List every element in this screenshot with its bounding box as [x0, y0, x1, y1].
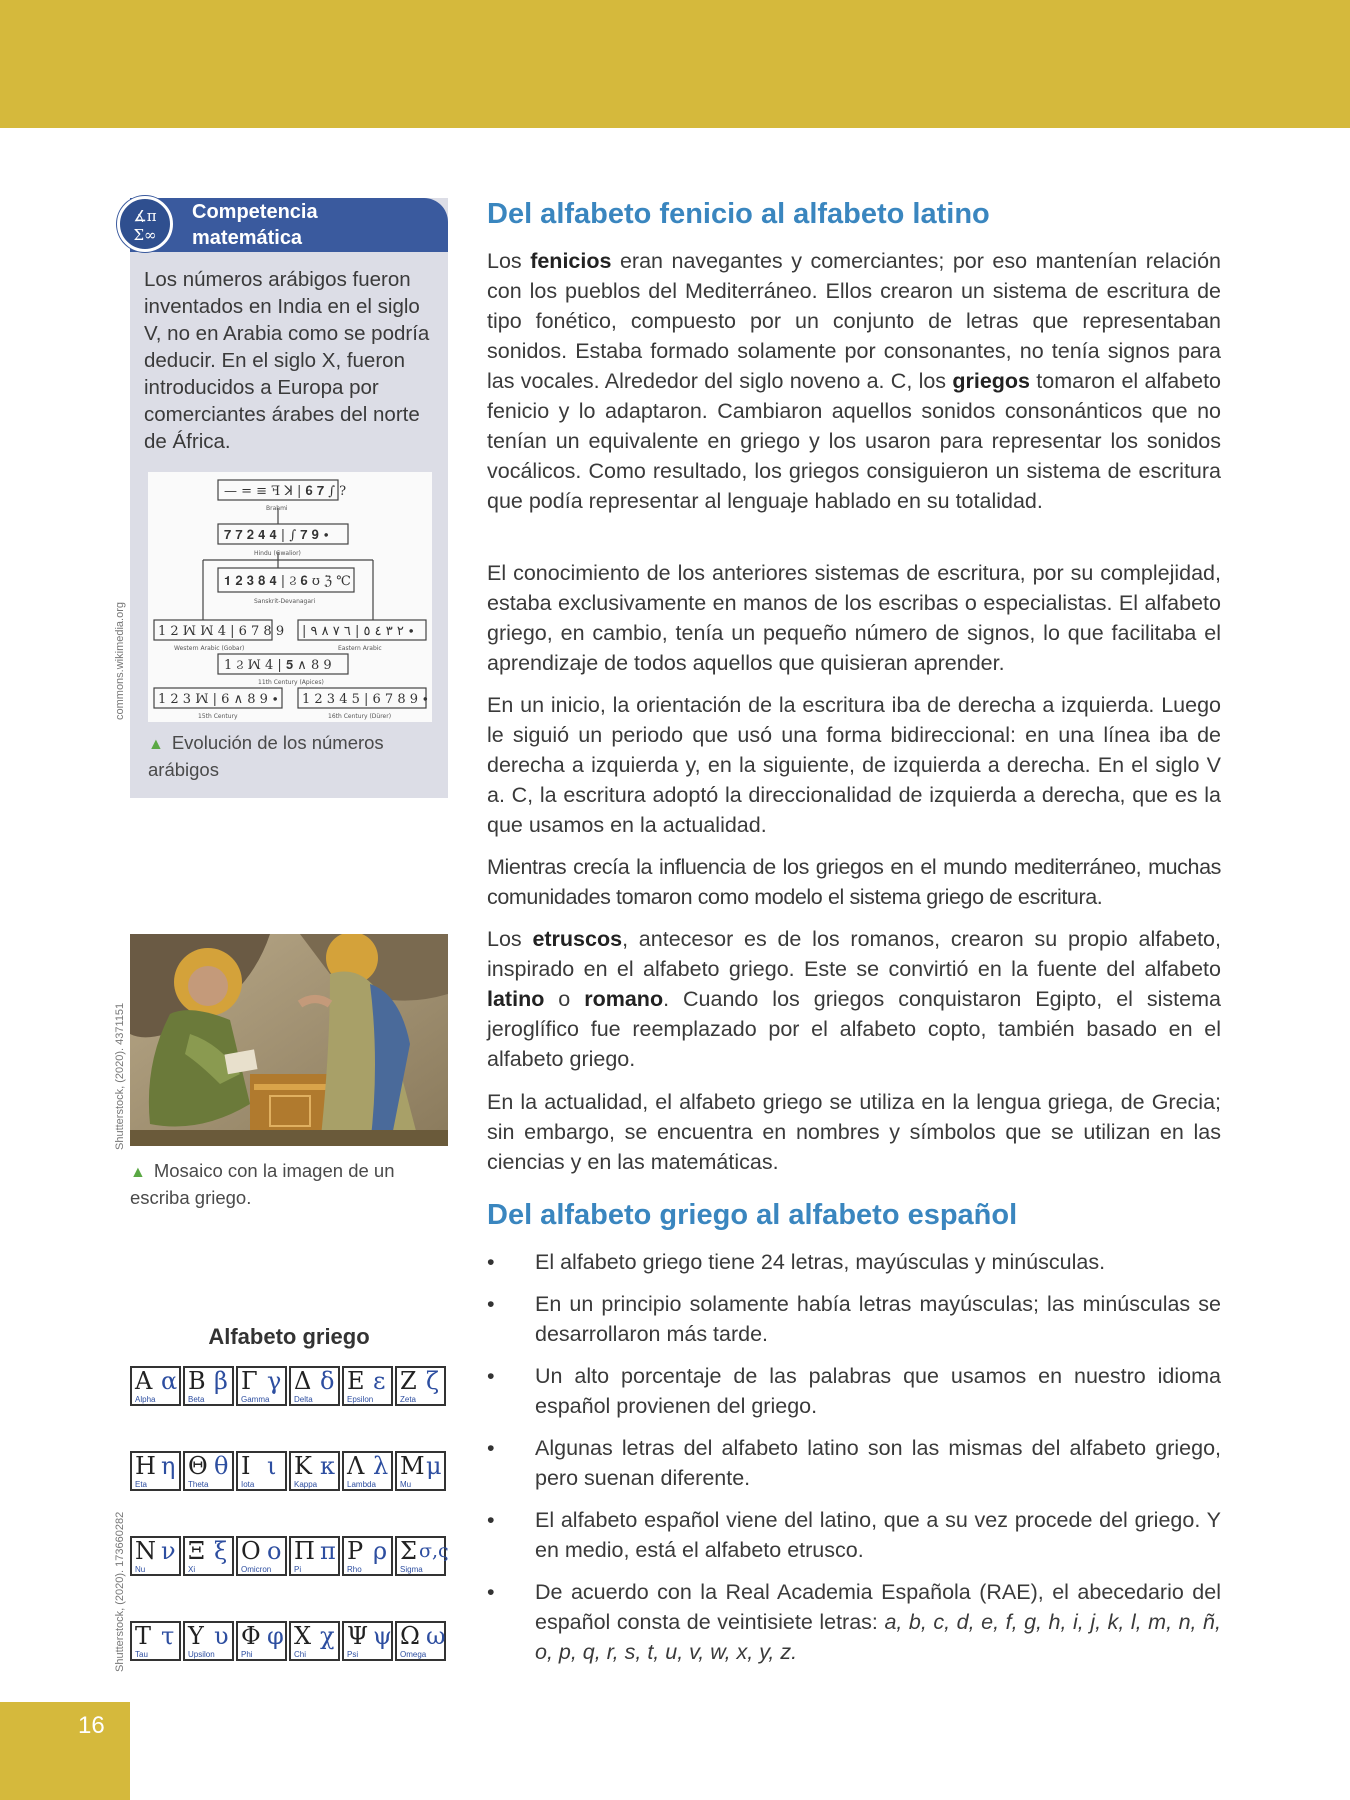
- greek-letter-nu: [130, 1536, 181, 1576]
- lowercase-letter: τ: [161, 1622, 175, 1650]
- lowercase-letter: β: [214, 1367, 228, 1395]
- competencia-title: [192, 199, 432, 251]
- figure-label: Western Arabic (Gobar): [174, 645, 245, 652]
- greek-letter-phi: [236, 1621, 287, 1661]
- uppercase-letter: Β: [188, 1367, 206, 1395]
- greek-letter-beta: [183, 1366, 234, 1406]
- greek-letter-omega: [395, 1621, 446, 1661]
- letter-name: Delta: [294, 1395, 313, 1404]
- uppercase-letter: Θ: [188, 1452, 208, 1480]
- greek-alphabet-credit: Shutterstock, (2020). 173660282: [114, 1511, 126, 1672]
- text-run: Algunas letras del alfabeto latino son las mismas del alfabeto griego, pero suenan diferente.: [535, 1436, 1221, 1490]
- lowercase-letter: μ: [426, 1452, 442, 1480]
- greek-row: [130, 1536, 450, 1576]
- letter-name: Beta: [188, 1395, 205, 1404]
- uppercase-letter: Μ: [400, 1452, 425, 1480]
- letter-name: Tau: [135, 1650, 148, 1659]
- numbers-caption-text: Evolución de los números arábigos: [148, 732, 384, 780]
- greek-letter-upsilon: [183, 1621, 234, 1661]
- lowercase-letter: π: [320, 1537, 336, 1565]
- uppercase-letter: Ρ: [347, 1537, 364, 1565]
- text-run: eran navegantes y comerciantes; por eso mantenían relación con los pueblos del Mediterráneo. Ellos crearon un sistema de escritura de tipo fonético, compuesto por un conjunto de letras que representaban sonidos. Estaba formado solamente por consonantes, no tenía signos para las vocales. Alrededor del siglo noveno a. C, los: [487, 249, 1222, 393]
- lowercase-letter: κ: [320, 1452, 335, 1480]
- letter-name: Omicron: [241, 1565, 272, 1574]
- greek-letter-lambda: [342, 1451, 393, 1491]
- mosaic-credit: Shutterstock, (2020). 4371151: [114, 1002, 126, 1150]
- letter-name: Upsilon: [188, 1650, 215, 1659]
- letter-name: Sigma: [400, 1565, 423, 1574]
- svg-text:— = ≡ ꟻ ꓘ | 𝟔 𝟕 ∫ ?: — = ≡ ꟻ ꓘ | 𝟔 𝟕 ∫ ?: [224, 484, 347, 499]
- greek-letter-rho: [342, 1536, 393, 1576]
- paragraph: [487, 924, 1221, 1074]
- letter-name: Iota: [241, 1480, 255, 1489]
- uppercase-letter: Ι: [241, 1452, 251, 1480]
- uppercase-letter: Γ: [241, 1367, 258, 1395]
- bullet-item: [487, 1433, 1221, 1493]
- bullet-item: [487, 1577, 1221, 1667]
- uppercase-letter: Α: [135, 1367, 153, 1395]
- bullet-item: [487, 1247, 1221, 1277]
- lowercase-letter: σ,ς: [419, 1540, 449, 1562]
- greek-letter-mu: [395, 1451, 446, 1491]
- uppercase-letter: Κ: [294, 1452, 312, 1480]
- bullet-item: [487, 1505, 1221, 1565]
- italic-text: a, b, c, d, e, f, g, h, i, j, k, l, m, n, ñ, o, p, q, r, s, t, u, v, w, x, y, z.: [535, 1610, 1221, 1664]
- letter-name: Theta: [188, 1480, 209, 1489]
- uppercase-letter: Λ: [347, 1452, 365, 1480]
- lowercase-letter: γ: [267, 1367, 282, 1395]
- math-symbols-icon: ∡π Σ∞: [117, 196, 173, 252]
- triangle-bullet-icon: ▲: [130, 1164, 146, 1181]
- lowercase-letter: δ: [320, 1367, 335, 1395]
- svg-text:1 2 3 4 5 | 6 7 8 9 ∙: 1 2 3 4 5 | 6 7 8 9 ∙: [302, 692, 429, 707]
- text-run: Un alto porcentaje de las palabras que usamos en nuestro idioma español provienen del griego.: [535, 1364, 1221, 1418]
- greek-letter-xi: [183, 1536, 234, 1576]
- bold-term: etruscos: [532, 927, 623, 951]
- section1-heading: Del alfabeto fenicio al alfabeto latino: [487, 198, 990, 230]
- mosaic-caption-text: Mosaico con la imagen de un escriba griego.: [130, 1160, 395, 1208]
- letter-name: Omega: [400, 1650, 427, 1659]
- paragraph: En un inicio, la orientación de la escritura iba de derecha a izquierda. Luego le siguió un periodo que usó una forma bidireccional: en una línea iba de derecha a izquierda y, en la siguiente, de izquierda a derecha. En el siglo V a. C, la escritura adoptó la direccionalidad de izquierda a derecha, que es la que usamos en la actualidad.: [487, 693, 1221, 837]
- uppercase-letter: Χ: [294, 1622, 312, 1650]
- letter-name: Phi: [241, 1650, 253, 1659]
- lowercase-letter: ν: [161, 1537, 176, 1565]
- top-color-band: [0, 0, 1350, 128]
- lowercase-letter: λ: [373, 1452, 389, 1480]
- greek-letter-alpha: [130, 1366, 181, 1406]
- paragraph: Mientras crecía la influencia de los griegos en el mundo mediterráneo, muchas comunidades tomaron como modelo el sistema griego de escritura.: [487, 855, 1221, 909]
- scribe-mosaic-image: [130, 934, 448, 1146]
- lowercase-letter: ψ: [373, 1622, 392, 1650]
- figure-label: 11th Century (Apices): [258, 679, 324, 686]
- lowercase-letter: υ: [214, 1622, 229, 1650]
- figure-label: Sanskrit-Devanagari: [254, 598, 316, 605]
- figure-label: 16th Century (Dürer): [328, 713, 392, 720]
- greek-letter-omicron: [236, 1536, 287, 1576]
- lowercase-letter: ο: [267, 1537, 282, 1565]
- lowercase-letter: α: [161, 1367, 178, 1395]
- bold-term: latino: [487, 987, 545, 1011]
- uppercase-letter: Ω: [400, 1622, 420, 1650]
- competencia-title-line1: Competencia: [192, 201, 318, 223]
- lowercase-letter: ζ: [426, 1367, 440, 1395]
- competencia-title-line2: matemática: [192, 227, 303, 249]
- numbers-figure-credit: commons.wikimedia.org: [114, 602, 126, 720]
- page-number: 16: [78, 1712, 105, 1739]
- lowercase-letter: ε: [373, 1367, 386, 1395]
- greek-row: [130, 1621, 450, 1661]
- letter-name: Eta: [135, 1480, 148, 1489]
- text-run: o: [544, 987, 585, 1011]
- svg-text:1 2 ꟽ ꟽ 4 | 6 7 8 9: 1 2 ꟽ ꟽ 4 | 6 7 8 9: [158, 624, 285, 639]
- uppercase-letter: Ο: [241, 1537, 261, 1565]
- arabic-numerals-evolution-figure: [148, 472, 432, 722]
- uppercase-letter: Π: [294, 1537, 315, 1565]
- paragraph: El conocimiento de los anteriores sistemas de escritura, por su complejidad, estaba exclusivamente en manos de los escribas o especialistas. El alfabeto griego, en cambio, tenía un pequeño número de signos, lo que facilitaba el aprendizaje de todos aquellos que quisieran aprender.: [487, 561, 1221, 675]
- letter-name: Pi: [294, 1565, 302, 1574]
- paragraph: [487, 246, 1221, 516]
- bullet-item: [487, 1361, 1221, 1421]
- svg-text:1 2 3 ꟽ | 6 ∧ 8 9 ∙: 1 2 3 ꟽ | 6 ∧ 8 9 ∙: [158, 692, 279, 707]
- greek-letter-iota: [236, 1451, 287, 1491]
- text-run: El alfabeto griego tiene 24 letras, mayúsculas y minúsculas.: [535, 1250, 1106, 1274]
- lowercase-letter: χ: [320, 1622, 335, 1650]
- svg-text:1 Ϩ ꟽ 4 | 𝟓 ∧ 8 9: 1 Ϩ ꟽ 4 | 𝟓 ∧ 8 9: [224, 658, 332, 673]
- lowercase-letter: ξ: [214, 1537, 228, 1565]
- letter-name: Chi: [294, 1650, 307, 1659]
- figure-label: 15th Century: [198, 713, 238, 720]
- svg-text:𝟕 𝟕 𝟐 𝟒 𝟒 | ∫ 𝟕 𝟗 ∙: 𝟕 𝟕 𝟐 𝟒 𝟒 | ∫ 𝟕 𝟗 ∙: [224, 528, 330, 543]
- greek-letter-zeta: [395, 1366, 446, 1406]
- greek-letter-epsilon: [342, 1366, 393, 1406]
- letter-name: Xi: [188, 1565, 196, 1574]
- text-run: De acuerdo con la Real Academia Española (RAE), el abecedario del español consta de veintisiete letras:: [535, 1580, 1221, 1634]
- text-run: Los: [487, 927, 533, 951]
- letter-name: Epsilon: [347, 1395, 374, 1404]
- bullet-item: [487, 1289, 1221, 1349]
- figure-label: Brahmi: [266, 505, 288, 512]
- letter-name: Gamma: [241, 1395, 270, 1404]
- lowercase-letter: ι: [267, 1452, 277, 1480]
- lowercase-letter: ω: [426, 1622, 446, 1650]
- text-run: Los: [487, 249, 531, 273]
- text-run: , antecesor es de los romanos, crearon su propio alfabeto, inspirado en el alfabeto griego. Este se convirtió en la fuente del alfabeto: [487, 927, 1221, 981]
- greek-letter-chi: [289, 1621, 340, 1661]
- uppercase-letter: Δ: [294, 1367, 312, 1395]
- bullet-list: [487, 1247, 1221, 1679]
- lowercase-letter: ρ: [373, 1537, 388, 1565]
- letter-name: Lambda: [347, 1480, 376, 1489]
- uppercase-letter: Υ: [188, 1622, 204, 1650]
- letter-name: Psi: [347, 1650, 359, 1659]
- lowercase-letter: η: [161, 1452, 176, 1480]
- uppercase-letter: Ν: [135, 1537, 156, 1565]
- uppercase-letter: Σ: [400, 1537, 417, 1565]
- numbers-figure-caption: [148, 730, 438, 782]
- letter-name: Kappa: [294, 1480, 318, 1489]
- letter-name: Rho: [347, 1565, 362, 1574]
- greek-letter-delta: [289, 1366, 340, 1406]
- letter-name: Alpha: [135, 1395, 156, 1404]
- letter-name: Nu: [135, 1565, 146, 1574]
- uppercase-letter: Ξ: [188, 1537, 205, 1565]
- text-run: En un principio solamente había letras mayúsculas; las minúsculas se desarrollaron más tarde.: [535, 1292, 1221, 1346]
- lowercase-letter: θ: [214, 1452, 229, 1480]
- section2-heading: Del alfabeto griego al alfabeto español: [487, 1199, 1018, 1231]
- page-number-box: [0, 1702, 130, 1800]
- bold-term: romano: [584, 987, 664, 1011]
- paragraph: En la actualidad, el alfabeto griego se utiliza en la lengua griega, de Grecia; sin embargo, se encuentra en nombres y símbolos que se utilizan en las ciencias y en las matemáticas.: [487, 1090, 1221, 1174]
- competencia-text: Los números arábigos fueron inventados en India en el siglo V, no en Arabia como se podría deducir. En el siglo X, fueron introducidos a Europa por comerciantes árabes del norte de África.: [144, 268, 430, 453]
- text-run: tomaron el alfabeto fenicio y lo adaptaron. Cambiaron aquellos sonidos consonánticos que no tenían un equivalente en griego y los usaron para representar los sonidos vocálicos. Como resultado, los griegos consiguieron un sistema de escritura que podía representar al lenguaje hablado en su totalidad.: [487, 369, 1221, 513]
- greek-letter-eta: [130, 1451, 181, 1491]
- greek-letter-psi: [342, 1621, 393, 1661]
- greek-letter-tau: [130, 1621, 181, 1661]
- greek-letter-kappa: [289, 1451, 340, 1491]
- text-run: El alfabeto español viene del latino, que a su vez procede del griego. Y en medio, está el alfabeto etrusco.: [535, 1508, 1221, 1562]
- uppercase-letter: Τ: [135, 1622, 152, 1650]
- svg-text:| ٢ ٣ ٤ ٥ | ٦ ٧ ٨ ٩ ∙: | ٢ ٣ ٤ ٥ | ٦ ٧ ٨ ٩ ∙: [302, 624, 415, 639]
- greek-letter-gamma: [236, 1366, 287, 1406]
- mosaic-caption: [130, 1158, 448, 1210]
- uppercase-letter: Φ: [241, 1622, 261, 1650]
- greek-row: [130, 1451, 450, 1491]
- svg-text:𝟏 𝟐 𝟑 𝟖 𝟒 | Ϩ 𝟔 ʊ ℨ ℃: 𝟏 𝟐 𝟑 𝟖 𝟒 | Ϩ 𝟔 ʊ ℨ ℃: [224, 574, 351, 589]
- greek-row: [130, 1366, 450, 1406]
- uppercase-letter: Ε: [347, 1367, 365, 1395]
- triangle-bullet-icon: ▲: [148, 736, 164, 753]
- figure-label: Hindu (Gwalior): [254, 550, 301, 557]
- bold-term: fenicios: [530, 249, 612, 273]
- lowercase-letter: φ: [267, 1622, 284, 1650]
- uppercase-letter: Ψ: [347, 1622, 369, 1650]
- letter-name: Mu: [400, 1480, 412, 1489]
- greek-letter-pi: [289, 1536, 340, 1576]
- bold-term: griegos: [952, 369, 1031, 393]
- uppercase-letter: Η: [135, 1452, 156, 1480]
- text-run: . Cuando los griegos conquistaron Egipto, el sistema jeroglífico fue reemplazado por el alfabeto copto, también basado en el alfabeto griego.: [487, 987, 1221, 1071]
- greek-letter-sigma: [395, 1536, 449, 1576]
- figure-label: Eastern Arabic: [338, 645, 382, 652]
- letter-name: Zeta: [400, 1395, 417, 1404]
- greek-letter-theta: [183, 1451, 234, 1491]
- uppercase-letter: Ζ: [400, 1367, 417, 1395]
- greek-alphabet-title: Alfabeto griego: [208, 1324, 370, 1349]
